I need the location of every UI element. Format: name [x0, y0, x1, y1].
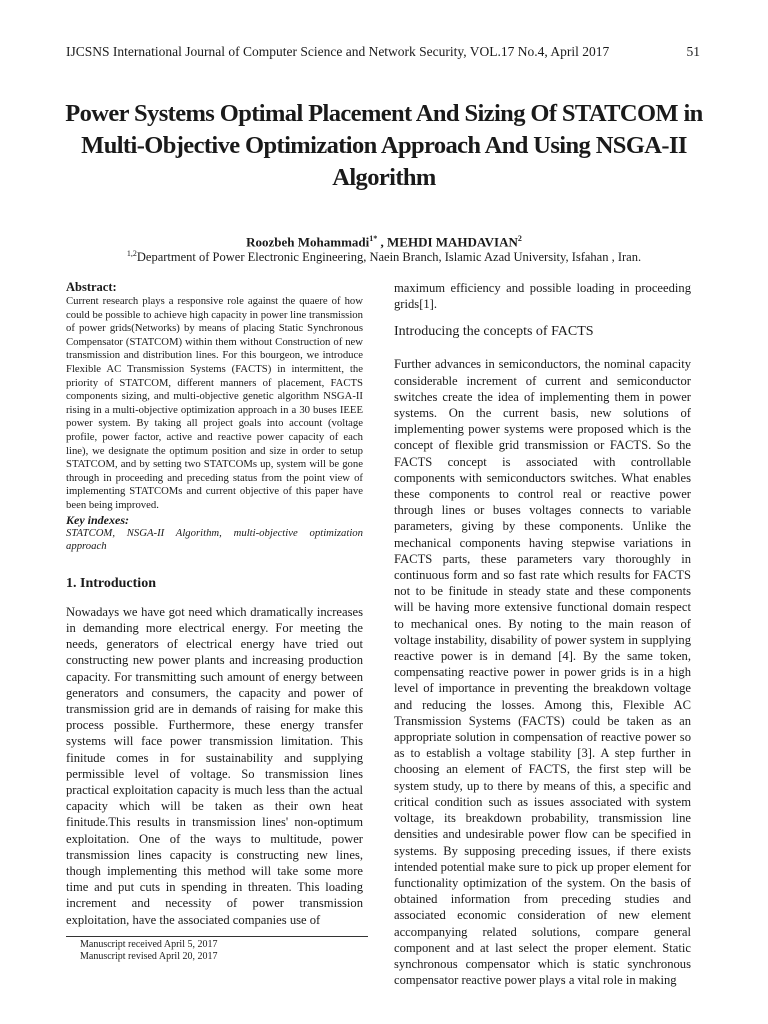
- right-column: [394, 280, 691, 988]
- abstract-text: Current research plays a responsive role against the quaere of how could be possible to achieve high capacity in power line transmission of power grids(Networks) by means of placing Static Synchronous Compensator (STATCOM) within them without Construction of new transmission and distribution lines. For this bourgeon, we introduce Flexible AC Transmission Systems (FACTS) in intermittent, the priority of STATCOM, different manners of placement, FACTS components sizing, and multi-objective genetic algorithm NSGA-II rising in a multi-objective optimization approach in a 30 buses IEEE power system. By taking all project goals into account (voltage profile, power factor, active and reactive power capacity of each line), we designate the optimum position and size in order to setup STATCOM, and by setting two STATCOMs up, system will be gone through in proceeding and preceding status from the point view of implementing STATCOMs and current objective of this paper have been being improved.: [66, 295, 363, 511]
- paper-title: Power Systems Optimal Placement And Sizing Of STATCOM in Multi-Objective Optimization Approach And Using NSGA-II Algorithm: [65, 100, 703, 191]
- introduction-text: Nowadays we have got need which dramatically increases in demanding more electrical energy. For meeting the needs, generators of electrical energy have tried out constructing new power plants and increasing production capacity. For transmitting such amount of energy between generators and consumers, the capacity and power of transmission grid are in demands of raising for make this process possible. Furthermore, these energy transfer systems will face power transmission limitation. This finitude comes in for sustainability and supplying permissible level of voltage. So transmission lines practical exploitation capacity is much less than the actual capacity which will be taken as their own heat finitude.This results in transmission lines' non-optimum exploitation. One of the ways to multitude, power transmission lines capacity is constructing new lines, though implementing this method will take some more time and put cuts in spending in threaten. This loading increment and necessity of power transmission exploitation, have the associated companies use of: [66, 604, 363, 927]
- running-header: IJCSNS International Journal of Computer Science and Network Security, VOL.17 No.4, April 2017: [66, 44, 610, 59]
- author-separator: ,: [377, 234, 388, 250]
- introduction-heading: 1. Introduction: [66, 575, 156, 591]
- facts-text: Further advances in semiconductors, the nominal capacity considerable increment of current and semiconductor switches create the idea of implementing them in power systems. On the current basis, new solutions of implementing power systems were proposed which is the concept of flexible grid transmission or FACTS. So the FACTS concept is associated with controllable components with semiconductors switches. What enables these components to control real or reactive power through lines or buses voltages connects to variable parameters, giving by these components. Unlike the mechanical components having stepwise variations in FACTS parts, these parameters vary thoroughly in continuous form and so fast rate which results for FACTS not to be finitude in steady state and these components will be having more extensive functional domain respect to mechanical ones. By noting to the main reason of voltage instability, disability of power system in supplying reactive power is in demand [4]. By the same token, compensating reactive power in power grids is in a high level of importance in preventing the breakdown voltage and reducing the losses. Among this, Flexible AC Transmission Systems (FACTS) could be taken as an appropriate solution in compensation of reactive power so as to establish a voltage stability [3]. A step further in choosing an element of FACTS, the first step will be system study, up to there by means of this, a specific and critical condition such as issues associated with system voltage, its breakdown probability, transmission line densities and undesirable power flow can be specified in systems. By supposing preceding issues, if there exists intended potential make sure to pick up proper element for functionality optimization of the system. On the basis of obtained information from preceding studies and associated economic consideration of new element accompanying related solutions, compare general component and at last select the proper element. Static synchronous compensator which is static synchronous compensator reactive power plays a vital role in making: [394, 357, 691, 988]
- left-column: [66, 280, 363, 928]
- abstract-heading: Abstract:: [66, 280, 117, 294]
- author-2: MEHDI MAHDAVIAN: [387, 234, 518, 250]
- author-1: Roozbeh Mohammadi: [246, 234, 370, 250]
- facts-heading: Introducing the concepts of FACTS: [394, 324, 594, 340]
- continuation-text: maximum efficiency and possible loading in proceeding grids[1].: [394, 281, 691, 312]
- manuscript-footnote: [80, 939, 217, 963]
- author-1-sup: 1*: [369, 234, 378, 243]
- footnote-rule: [66, 936, 368, 937]
- affiliation-sup: 1,2: [126, 249, 137, 258]
- author-2-sup: 2: [517, 234, 522, 243]
- keywords-text: STATCOM, NSGA-II Algorithm, multi-objective optimization approach: [66, 526, 363, 553]
- affiliation: [40, 249, 728, 265]
- author-line: [40, 234, 728, 250]
- manuscript-received: Manuscript received April 5, 2017: [80, 939, 218, 950]
- keywords-heading: Key indexes:: [66, 512, 129, 527]
- affiliation-text: Department of Power Electronic Engineering, Naein Branch, Islamic Azad University, Isfahan , Iran.: [136, 250, 642, 265]
- page-number: 51: [686, 44, 700, 59]
- manuscript-revised: Manuscript revised April 20, 2017: [80, 951, 218, 962]
